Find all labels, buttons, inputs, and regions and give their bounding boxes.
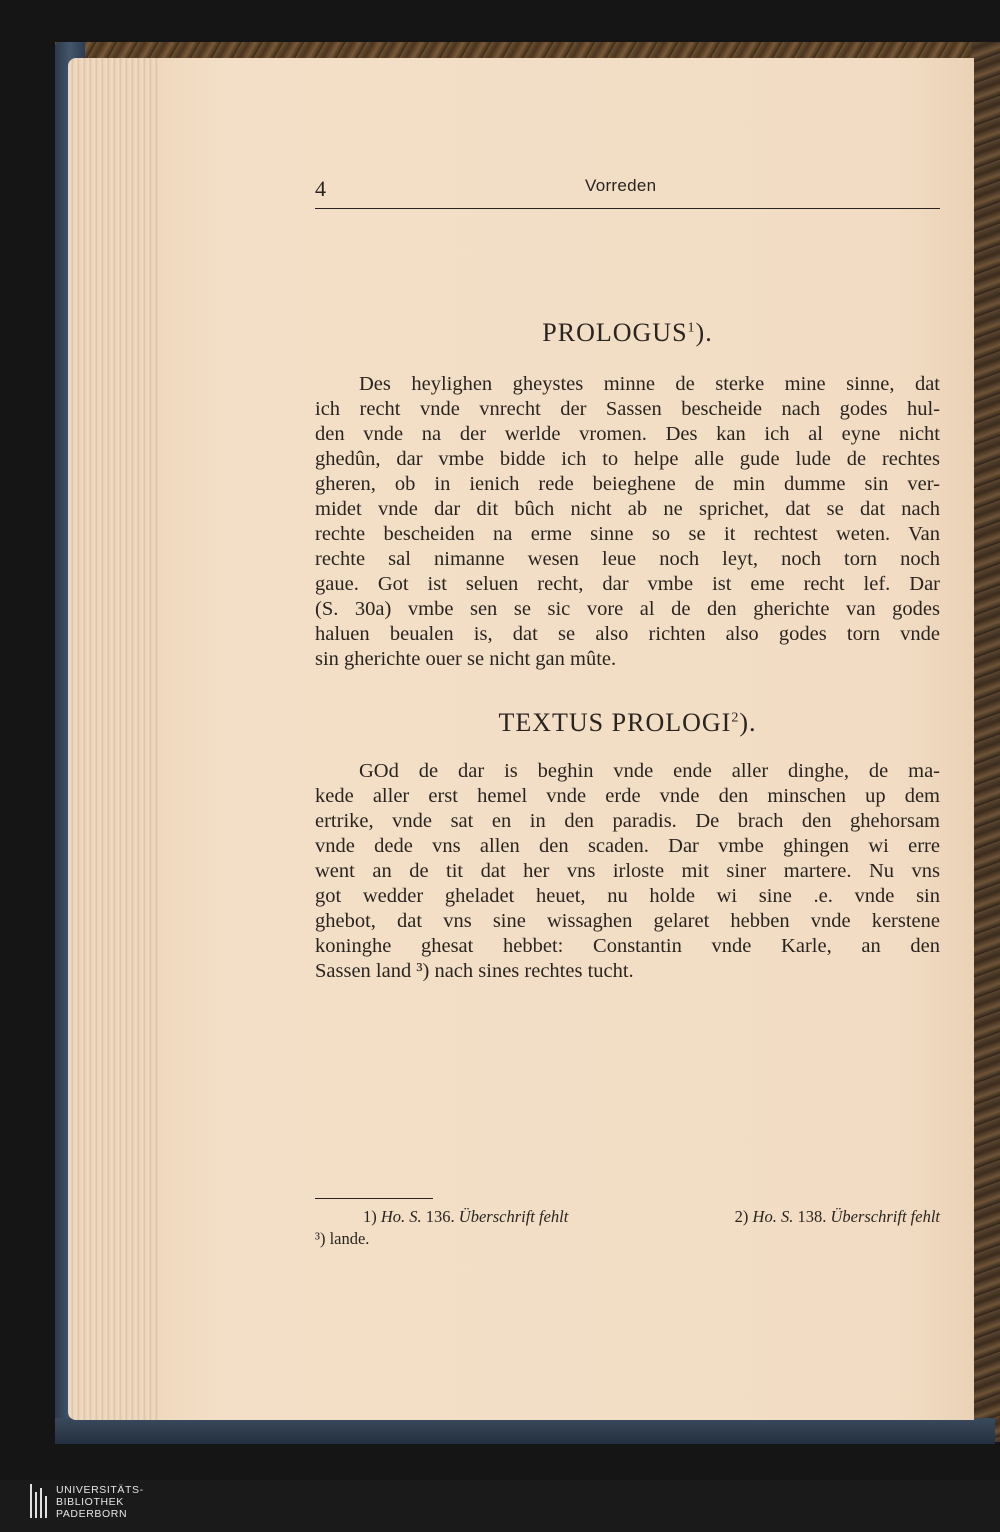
heading-prologus-text: PROLOGUS bbox=[542, 318, 688, 347]
text-line: midet vnde dar dit bûch nicht ab ne sprichet, dat se dat nach bbox=[315, 498, 940, 520]
footnote-1-page: 136. bbox=[425, 1207, 455, 1226]
text-line: gheren, ob in ienich rede beieghene de min dumme sin ver- bbox=[315, 473, 940, 495]
library-logo-icon bbox=[30, 1484, 50, 1524]
heading-prologus bbox=[315, 318, 940, 348]
library-logo-line1: UNIVERSITÄTS- bbox=[56, 1484, 144, 1496]
page-header bbox=[315, 174, 940, 209]
library-logo-text bbox=[56, 1484, 144, 1520]
book-cover-bottom-edge bbox=[55, 1418, 995, 1444]
footnote-line-1 bbox=[315, 1206, 940, 1228]
heading-textus-prologi bbox=[315, 708, 940, 738]
text-line: rechte sal nimanne wesen leue noch leyt, noch torn noch bbox=[315, 548, 940, 570]
textus-paragraph bbox=[315, 759, 940, 984]
heading-textus-footnote-ref: 2 bbox=[731, 710, 740, 726]
footnote-1 bbox=[363, 1206, 568, 1228]
footnote-3 bbox=[315, 1228, 940, 1250]
footnote-2-page: 138. bbox=[797, 1207, 827, 1226]
text-line: haluen beualen is, dat se also richten also godes torn vnde bbox=[315, 623, 940, 645]
footnotes bbox=[315, 1206, 940, 1250]
running-head: Vorreden bbox=[585, 176, 657, 195]
text-line: vnde dede vns allen den scaden. Dar vmbe ghingen wi erre bbox=[315, 835, 940, 857]
book-cover-right-edge bbox=[972, 42, 1000, 1442]
footnote-3-text: lande. bbox=[329, 1229, 370, 1248]
text-line: koninghe ghesat hebbet: Constantin vnde Karle, an den bbox=[315, 935, 940, 957]
text-line: sin gherichte ouer se nicht gan mûte. bbox=[315, 648, 617, 670]
text-line: kede aller erst hemel vnde erde vnde den minschen up dem bbox=[315, 785, 940, 807]
footnote-1-marker: 1) bbox=[363, 1207, 377, 1226]
page-number: 4 bbox=[315, 176, 326, 201]
prologus-paragraph bbox=[315, 372, 940, 672]
heading-textus-suffix: ). bbox=[739, 708, 757, 737]
page-edges-stack bbox=[68, 58, 158, 1420]
footnote-1-text: Überschrift fehlt bbox=[458, 1207, 569, 1226]
library-logo bbox=[30, 1484, 190, 1528]
text-line: den vnde na der werlde vromen. Des kan ich al eyne nicht bbox=[315, 423, 940, 445]
text-line: ertrike, vnde sat en in den paradis. De brach den ghehorsam bbox=[315, 810, 940, 832]
footnote-rule bbox=[315, 1198, 433, 1199]
text-line: got wedder gheladet heuet, nu holde wi sine .e. vnde sin bbox=[315, 885, 940, 907]
footnote-2-marker: 2) bbox=[734, 1207, 749, 1226]
text-line: ich recht vnde vnrecht der Sassen bescheide nach godes hul- bbox=[315, 398, 940, 420]
footnote-2-text: Überschrift fehlt bbox=[830, 1207, 940, 1226]
heading-prologus-footnote-ref: 1 bbox=[687, 320, 696, 336]
heading-textus-text: TEXTUS PROLOGI bbox=[498, 708, 732, 737]
library-logo-line3: PADERBORN bbox=[56, 1508, 128, 1520]
footnote-1-ref: Ho. S. bbox=[380, 1207, 422, 1226]
heading-prologus-suffix: ). bbox=[695, 318, 713, 347]
library-logo-line2: BIBLIOTHEK bbox=[56, 1496, 124, 1508]
text-line: Sassen land ³) nach sines rechtes tucht. bbox=[315, 960, 634, 982]
text-line: went an de tit dat her vns irloste mit siner martere. Nu vns bbox=[315, 860, 940, 882]
footnote-2 bbox=[735, 1206, 940, 1228]
footnote-3-marker: ³) bbox=[315, 1229, 326, 1248]
text-line: Des heylighen gheystes minne de sterke mine sinne, dat bbox=[359, 373, 940, 395]
footnote-2-ref: Ho. S. bbox=[752, 1207, 794, 1226]
text-line: gaue. Got ist seluen recht, dar vmbe ist eme recht lef. Dar bbox=[315, 573, 940, 595]
text-line: rechte bescheiden na erme sinne so se it rechtest weten. Van bbox=[315, 523, 940, 545]
text-line: ghedûn, dar vmbe bidde ich to helpe alle gude lude de rechtes bbox=[315, 448, 940, 470]
text-line: (S. 30a) vmbe sen se sic vore al de den gherichte van godes bbox=[315, 598, 940, 620]
text-line: ghebot, dat vns sine wissaghen gelaret hebben vnde kerstene bbox=[315, 910, 940, 932]
text-line: GOd de dar is beghin vnde ende aller dinghe, de ma- bbox=[359, 760, 940, 782]
